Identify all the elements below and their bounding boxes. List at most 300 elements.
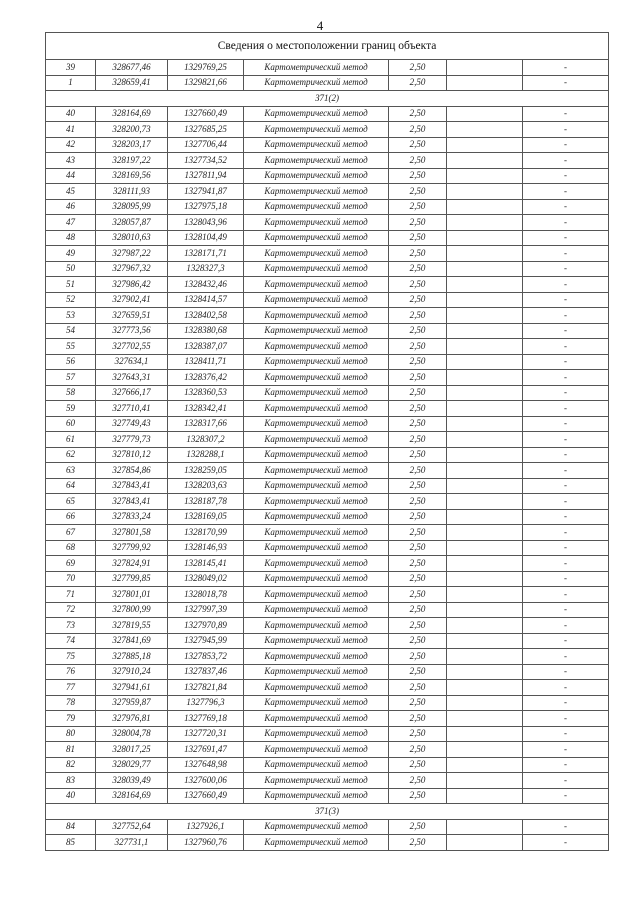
- coordinate-y-cell: 1327853,72: [168, 649, 244, 665]
- table-row: [46, 478, 609, 494]
- coordinate-x-cell: 327819,55: [96, 618, 168, 634]
- coordinate-x-cell: 327659,51: [96, 308, 168, 324]
- method-cell: Картометрический метод: [244, 308, 389, 324]
- description-cell: [447, 122, 523, 138]
- table-row: [46, 122, 609, 138]
- note-cell: -: [523, 525, 609, 541]
- accuracy-cell: 2,50: [389, 757, 447, 773]
- point-number-cell: 82: [46, 757, 96, 773]
- point-number-cell: 49: [46, 246, 96, 262]
- note-cell: -: [523, 261, 609, 277]
- description-cell: [447, 246, 523, 262]
- group-header-row: [46, 91, 609, 107]
- method-cell: Картометрический метод: [244, 556, 389, 572]
- point-number-cell: 60: [46, 416, 96, 432]
- description-cell: [447, 292, 523, 308]
- note-cell: -: [523, 726, 609, 742]
- accuracy-cell: 2,50: [389, 60, 447, 76]
- table-row: [46, 385, 609, 401]
- coordinate-x-cell: 327752,64: [96, 819, 168, 835]
- coordinate-x-cell: 327843,41: [96, 494, 168, 510]
- method-cell: Картометрический метод: [244, 323, 389, 339]
- note-cell: -: [523, 509, 609, 525]
- coordinate-y-cell: 1328203,63: [168, 478, 244, 494]
- note-cell: -: [523, 587, 609, 603]
- coordinate-y-cell: 1327926,1: [168, 819, 244, 835]
- table-row: [46, 602, 609, 618]
- note-cell: -: [523, 571, 609, 587]
- coordinate-y-cell: 1328376,42: [168, 370, 244, 386]
- point-number-cell: 51: [46, 277, 96, 293]
- point-number-cell: 40: [46, 788, 96, 804]
- method-cell: Картометрический метод: [244, 695, 389, 711]
- method-cell: Картометрический метод: [244, 292, 389, 308]
- method-cell: Картометрический метод: [244, 75, 389, 91]
- point-number-cell: 70: [46, 571, 96, 587]
- coordinate-y-cell: 1328170,99: [168, 525, 244, 541]
- note-cell: -: [523, 649, 609, 665]
- table-row: [46, 664, 609, 680]
- note-cell: -: [523, 370, 609, 386]
- table-row: [46, 788, 609, 804]
- table-row: [46, 168, 609, 184]
- note-cell: -: [523, 416, 609, 432]
- method-cell: Картометрический метод: [244, 153, 389, 169]
- accuracy-cell: 2,50: [389, 556, 447, 572]
- note-cell: -: [523, 153, 609, 169]
- coordinate-x-cell: 328039,49: [96, 773, 168, 789]
- accuracy-cell: 2,50: [389, 680, 447, 696]
- table-row: [46, 277, 609, 293]
- note-cell: -: [523, 122, 609, 138]
- accuracy-cell: 2,50: [389, 587, 447, 603]
- point-number-cell: 1: [46, 75, 96, 91]
- coordinate-x-cell: 328197,22: [96, 153, 168, 169]
- note-cell: -: [523, 75, 609, 91]
- description-cell: [447, 618, 523, 634]
- coordinate-y-cell: 1327648,98: [168, 757, 244, 773]
- point-number-cell: 55: [46, 339, 96, 355]
- point-number-cell: 74: [46, 633, 96, 649]
- accuracy-cell: 2,50: [389, 819, 447, 835]
- note-cell: -: [523, 292, 609, 308]
- note-cell: -: [523, 463, 609, 479]
- note-cell: -: [523, 230, 609, 246]
- coordinate-x-cell: 327986,42: [96, 277, 168, 293]
- group-label: З71(3): [46, 804, 609, 820]
- method-cell: Картометрический метод: [244, 137, 389, 153]
- point-number-cell: 41: [46, 122, 96, 138]
- method-cell: Картометрический метод: [244, 757, 389, 773]
- method-cell: Картометрический метод: [244, 339, 389, 355]
- description-cell: [447, 215, 523, 231]
- coordinate-x-cell: 327702,55: [96, 339, 168, 355]
- table-row: [46, 649, 609, 665]
- coordinate-x-cell: 327885,18: [96, 649, 168, 665]
- method-cell: Картометрический метод: [244, 633, 389, 649]
- note-cell: -: [523, 478, 609, 494]
- coordinate-y-cell: 1328387,07: [168, 339, 244, 355]
- method-cell: Картометрический метод: [244, 587, 389, 603]
- method-cell: Картометрический метод: [244, 649, 389, 665]
- accuracy-cell: 2,50: [389, 354, 447, 370]
- coordinate-y-cell: 1328327,3: [168, 261, 244, 277]
- note-cell: -: [523, 494, 609, 510]
- coordinate-x-cell: 327810,12: [96, 447, 168, 463]
- point-number-cell: 40: [46, 106, 96, 122]
- accuracy-cell: 2,50: [389, 711, 447, 727]
- description-cell: [447, 370, 523, 386]
- accuracy-cell: 2,50: [389, 835, 447, 851]
- method-cell: Картометрический метод: [244, 819, 389, 835]
- description-cell: [447, 525, 523, 541]
- method-cell: Картометрический метод: [244, 602, 389, 618]
- point-number-cell: 59: [46, 401, 96, 417]
- coordinate-y-cell: 1327960,76: [168, 835, 244, 851]
- coordinate-y-cell: 1327769,18: [168, 711, 244, 727]
- table-row: [46, 199, 609, 215]
- accuracy-cell: 2,50: [389, 75, 447, 91]
- method-cell: Картометрический метод: [244, 711, 389, 727]
- table-row: [46, 246, 609, 262]
- table-row: [46, 695, 609, 711]
- description-cell: [447, 137, 523, 153]
- accuracy-cell: 2,50: [389, 695, 447, 711]
- table-row: [46, 711, 609, 727]
- accuracy-cell: 2,50: [389, 199, 447, 215]
- coordinate-x-cell: 328677,46: [96, 60, 168, 76]
- coordinate-y-cell: 1328171,71: [168, 246, 244, 262]
- table-row: [46, 308, 609, 324]
- note-cell: -: [523, 788, 609, 804]
- point-number-cell: 81: [46, 742, 96, 758]
- coordinate-y-cell: 1328411,71: [168, 354, 244, 370]
- note-cell: -: [523, 354, 609, 370]
- note-cell: -: [523, 60, 609, 76]
- point-number-cell: 79: [46, 711, 96, 727]
- group-header-row: [46, 804, 609, 820]
- coordinate-y-cell: 1328259,05: [168, 463, 244, 479]
- coordinate-y-cell: 1328169,05: [168, 509, 244, 525]
- description-cell: [447, 664, 523, 680]
- coordinate-y-cell: 1327720,31: [168, 726, 244, 742]
- coordinate-x-cell: 328095,99: [96, 199, 168, 215]
- table-row: [46, 432, 609, 448]
- point-number-cell: 45: [46, 184, 96, 200]
- table-row: [46, 742, 609, 758]
- method-cell: Картометрический метод: [244, 571, 389, 587]
- coordinate-y-cell: 1328146,93: [168, 540, 244, 556]
- method-cell: Картометрический метод: [244, 354, 389, 370]
- description-cell: [447, 75, 523, 91]
- point-number-cell: 53: [46, 308, 96, 324]
- accuracy-cell: 2,50: [389, 168, 447, 184]
- coordinate-y-cell: 1328402,58: [168, 308, 244, 324]
- note-cell: -: [523, 385, 609, 401]
- coordinate-y-cell: 1327660,49: [168, 788, 244, 804]
- coordinate-x-cell: 328010,63: [96, 230, 168, 246]
- coordinate-x-cell: 327976,81: [96, 711, 168, 727]
- table-row: [46, 556, 609, 572]
- accuracy-cell: 2,50: [389, 246, 447, 262]
- point-number-cell: 85: [46, 835, 96, 851]
- table-row: [46, 633, 609, 649]
- table-row: [46, 757, 609, 773]
- description-cell: [447, 354, 523, 370]
- note-cell: -: [523, 819, 609, 835]
- table-row: [46, 819, 609, 835]
- accuracy-cell: 2,50: [389, 509, 447, 525]
- coordinate-x-cell: 327773,56: [96, 323, 168, 339]
- accuracy-cell: 2,50: [389, 292, 447, 308]
- accuracy-cell: 2,50: [389, 571, 447, 587]
- coordinate-x-cell: 328164,69: [96, 788, 168, 804]
- coordinate-y-cell: 1327945,99: [168, 633, 244, 649]
- table-row: [46, 370, 609, 386]
- point-number-cell: 80: [46, 726, 96, 742]
- coordinate-x-cell: 328659,41: [96, 75, 168, 91]
- point-number-cell: 62: [46, 447, 96, 463]
- description-cell: [447, 540, 523, 556]
- point-number-cell: 50: [46, 261, 96, 277]
- coordinate-x-cell: 328111,93: [96, 184, 168, 200]
- coordinate-x-cell: 327987,22: [96, 246, 168, 262]
- table-row: [46, 401, 609, 417]
- table-body: [46, 33, 609, 851]
- note-cell: -: [523, 215, 609, 231]
- note-cell: -: [523, 339, 609, 355]
- table-row: [46, 416, 609, 432]
- coordinate-x-cell: 327731,1: [96, 835, 168, 851]
- method-cell: Картометрический метод: [244, 401, 389, 417]
- description-cell: [447, 463, 523, 479]
- description-cell: [447, 711, 523, 727]
- note-cell: -: [523, 633, 609, 649]
- point-number-cell: 84: [46, 819, 96, 835]
- method-cell: Картометрический метод: [244, 463, 389, 479]
- note-cell: -: [523, 447, 609, 463]
- accuracy-cell: 2,50: [389, 788, 447, 804]
- method-cell: Картометрический метод: [244, 215, 389, 231]
- description-cell: [447, 587, 523, 603]
- point-number-cell: 69: [46, 556, 96, 572]
- point-number-cell: 72: [46, 602, 96, 618]
- description-cell: [447, 60, 523, 76]
- description-cell: [447, 695, 523, 711]
- note-cell: -: [523, 168, 609, 184]
- method-cell: Картометрический метод: [244, 664, 389, 680]
- coordinate-x-cell: 327749,43: [96, 416, 168, 432]
- note-cell: -: [523, 711, 609, 727]
- description-cell: [447, 556, 523, 572]
- coordinate-y-cell: 1328307,2: [168, 432, 244, 448]
- point-number-cell: 39: [46, 60, 96, 76]
- coordinate-y-cell: 1327821,84: [168, 680, 244, 696]
- coordinate-x-cell: 327634,1: [96, 354, 168, 370]
- point-number-cell: 73: [46, 618, 96, 634]
- description-cell: [447, 649, 523, 665]
- description-cell: [447, 308, 523, 324]
- method-cell: Картометрический метод: [244, 385, 389, 401]
- accuracy-cell: 2,50: [389, 773, 447, 789]
- note-cell: -: [523, 835, 609, 851]
- method-cell: Картометрический метод: [244, 370, 389, 386]
- coordinate-y-cell: 1328317,66: [168, 416, 244, 432]
- description-cell: [447, 571, 523, 587]
- method-cell: Картометрический метод: [244, 478, 389, 494]
- coordinate-x-cell: 327710,41: [96, 401, 168, 417]
- note-cell: -: [523, 695, 609, 711]
- description-cell: [447, 478, 523, 494]
- description-cell: [447, 230, 523, 246]
- point-number-cell: 76: [46, 664, 96, 680]
- coordinate-x-cell: 327779,73: [96, 432, 168, 448]
- table-row: [46, 323, 609, 339]
- coordinate-x-cell: 327854,86: [96, 463, 168, 479]
- method-cell: Картометрический метод: [244, 230, 389, 246]
- point-number-cell: 75: [46, 649, 96, 665]
- table-row: [46, 75, 609, 91]
- method-cell: Картометрический метод: [244, 726, 389, 742]
- note-cell: -: [523, 773, 609, 789]
- table-row: [46, 618, 609, 634]
- point-number-cell: 57: [46, 370, 96, 386]
- table-title: Сведения о местоположении границ объекта: [46, 33, 609, 60]
- coordinate-y-cell: 1327796,3: [168, 695, 244, 711]
- note-cell: -: [523, 432, 609, 448]
- note-cell: -: [523, 540, 609, 556]
- note-cell: -: [523, 618, 609, 634]
- table-row: [46, 726, 609, 742]
- description-cell: [447, 153, 523, 169]
- table-row: [46, 525, 609, 541]
- coordinate-x-cell: 328004,78: [96, 726, 168, 742]
- coordinate-x-cell: 327910,24: [96, 664, 168, 680]
- point-number-cell: 54: [46, 323, 96, 339]
- coordinate-x-cell: 327959,87: [96, 695, 168, 711]
- point-number-cell: 52: [46, 292, 96, 308]
- point-number-cell: 65: [46, 494, 96, 510]
- method-cell: Картометрический метод: [244, 261, 389, 277]
- method-cell: Картометрический метод: [244, 447, 389, 463]
- description-cell: [447, 385, 523, 401]
- note-cell: -: [523, 137, 609, 153]
- coordinate-y-cell: 1328432,46: [168, 277, 244, 293]
- coordinate-x-cell: 327941,61: [96, 680, 168, 696]
- coordinate-x-cell: 327843,41: [96, 478, 168, 494]
- note-cell: -: [523, 757, 609, 773]
- coordinate-y-cell: 1327975,18: [168, 199, 244, 215]
- description-cell: [447, 184, 523, 200]
- note-cell: -: [523, 199, 609, 215]
- coordinate-y-cell: 1327734,52: [168, 153, 244, 169]
- coordinate-y-cell: 1327837,46: [168, 664, 244, 680]
- point-number-cell: 44: [46, 168, 96, 184]
- note-cell: -: [523, 184, 609, 200]
- table-row: [46, 215, 609, 231]
- coordinate-x-cell: 327824,91: [96, 556, 168, 572]
- point-number-cell: 63: [46, 463, 96, 479]
- method-cell: Картометрический метод: [244, 60, 389, 76]
- accuracy-cell: 2,50: [389, 447, 447, 463]
- method-cell: Картометрический метод: [244, 246, 389, 262]
- point-number-cell: 71: [46, 587, 96, 603]
- note-cell: -: [523, 106, 609, 122]
- coordinate-y-cell: 1328049,02: [168, 571, 244, 587]
- coordinate-y-cell: 1328380,68: [168, 323, 244, 339]
- accuracy-cell: 2,50: [389, 277, 447, 293]
- note-cell: -: [523, 323, 609, 339]
- method-cell: Картометрический метод: [244, 432, 389, 448]
- note-cell: -: [523, 246, 609, 262]
- coordinate-y-cell: 1329769,25: [168, 60, 244, 76]
- point-number-cell: 43: [46, 153, 96, 169]
- description-cell: [447, 277, 523, 293]
- coordinate-x-cell: 327799,85: [96, 571, 168, 587]
- table-row: [46, 106, 609, 122]
- coordinate-y-cell: 1327811,94: [168, 168, 244, 184]
- description-cell: [447, 416, 523, 432]
- coordinate-y-cell: 1327997,39: [168, 602, 244, 618]
- method-cell: Картометрический метод: [244, 122, 389, 138]
- description-cell: [447, 339, 523, 355]
- accuracy-cell: 2,50: [389, 401, 447, 417]
- point-number-cell: 66: [46, 509, 96, 525]
- accuracy-cell: 2,50: [389, 137, 447, 153]
- method-cell: Картометрический метод: [244, 199, 389, 215]
- coordinate-y-cell: 1327600,06: [168, 773, 244, 789]
- table-row: [46, 773, 609, 789]
- point-number-cell: 68: [46, 540, 96, 556]
- table-title-row: [46, 33, 609, 60]
- coordinate-y-cell: 1328288,1: [168, 447, 244, 463]
- table-row: [46, 587, 609, 603]
- coordinate-y-cell: 1328360,53: [168, 385, 244, 401]
- coordinate-y-cell: 1327970,89: [168, 618, 244, 634]
- coordinate-x-cell: 327666,17: [96, 385, 168, 401]
- point-number-cell: 77: [46, 680, 96, 696]
- method-cell: Картометрический метод: [244, 835, 389, 851]
- method-cell: Картометрический метод: [244, 416, 389, 432]
- method-cell: Картометрический метод: [244, 106, 389, 122]
- accuracy-cell: 2,50: [389, 432, 447, 448]
- page-number: 4: [316, 18, 324, 33]
- coordinate-x-cell: 328017,25: [96, 742, 168, 758]
- accuracy-cell: 2,50: [389, 122, 447, 138]
- point-number-cell: 64: [46, 478, 96, 494]
- description-cell: [447, 106, 523, 122]
- accuracy-cell: 2,50: [389, 261, 447, 277]
- accuracy-cell: 2,50: [389, 106, 447, 122]
- coordinate-y-cell: 1327685,25: [168, 122, 244, 138]
- coordinate-x-cell: 328057,87: [96, 215, 168, 231]
- description-cell: [447, 509, 523, 525]
- accuracy-cell: 2,50: [389, 633, 447, 649]
- table-row: [46, 540, 609, 556]
- method-cell: Картометрический метод: [244, 509, 389, 525]
- description-cell: [447, 432, 523, 448]
- table-row: [46, 463, 609, 479]
- method-cell: Картометрический метод: [244, 184, 389, 200]
- table-row: [46, 835, 609, 851]
- accuracy-cell: 2,50: [389, 184, 447, 200]
- coordinate-x-cell: 328029,77: [96, 757, 168, 773]
- table-row: [46, 60, 609, 76]
- coordinate-x-cell: 328164,69: [96, 106, 168, 122]
- point-number-cell: 56: [46, 354, 96, 370]
- description-cell: [447, 323, 523, 339]
- description-cell: [447, 602, 523, 618]
